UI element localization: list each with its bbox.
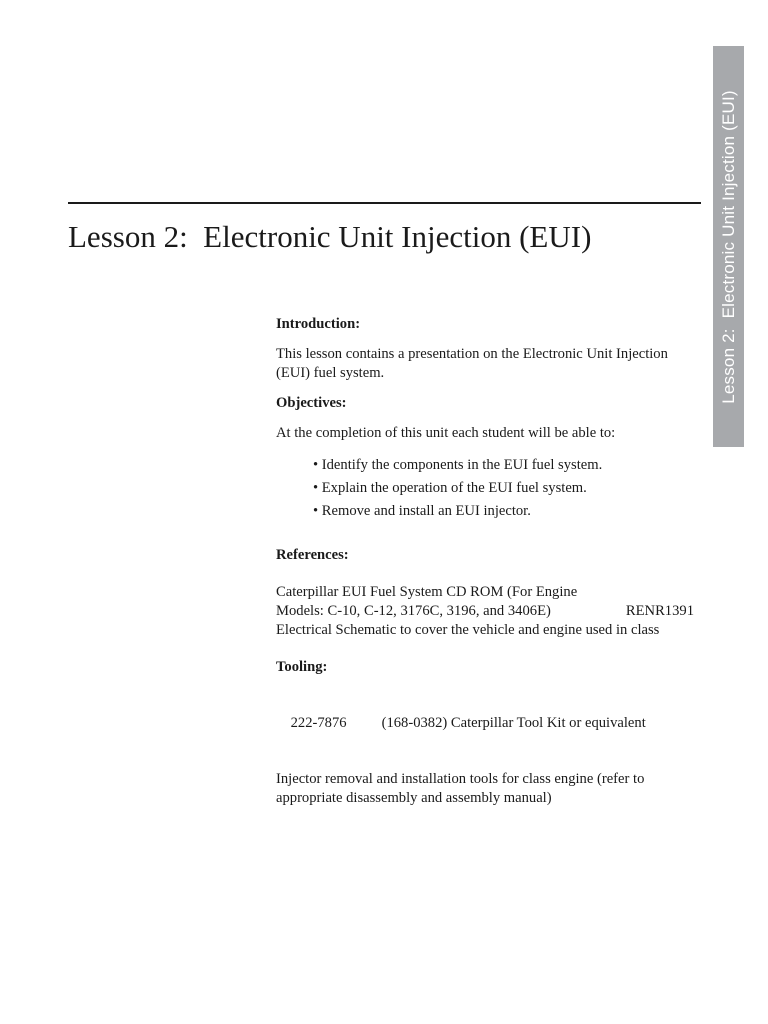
introduction-line: This lesson contains a presentation on the Electronic Unit Injection (276, 346, 668, 362)
references-text (276, 583, 706, 640)
objectives-list (276, 456, 706, 521)
reference-models: Models: C-10, C-12, 3176C, 3196, and 3406E) (276, 603, 551, 619)
references-heading: References: (276, 547, 349, 563)
objective-item: • Remove and install an EUI injector. (313, 502, 706, 521)
tool-number: 222-7876 (290, 715, 347, 731)
reference-line: Electrical Schematic to cover the vehicle and engine used in class (276, 622, 660, 638)
introduction-text (276, 345, 706, 383)
introduction-line: (EUI) fuel system. (276, 365, 385, 381)
side-tab-label: Lesson 2: Electronic Unit Injection (EUI) (718, 89, 738, 404)
tool-row (276, 695, 706, 752)
injector-tools-line: Injector removal and installation tools for class engine (refer to (276, 771, 645, 787)
tooling-heading: Tooling: (276, 659, 328, 675)
side-tab (713, 46, 744, 447)
objectives-heading: Objectives: (276, 395, 347, 411)
page-title: Lesson 2: Electronic Unit Injection (EUI) (68, 219, 592, 254)
introduction-heading: Introduction: (276, 316, 361, 332)
reference-line: Caterpillar EUI Fuel System CD ROM (For Engine (276, 584, 578, 600)
objectives-lead: At the completion of this unit each student will be able to: (276, 425, 616, 441)
injector-tools-text (276, 770, 706, 808)
tool-description: (168-0382) Caterpillar Tool Kit or equivalent (381, 715, 646, 731)
reference-row (276, 602, 694, 621)
objective-item: • Explain the operation of the EUI fuel system. (313, 479, 706, 498)
lesson-content (276, 315, 706, 808)
objective-item: • Identify the components in the EUI fuel system. (313, 456, 706, 475)
injector-tools-line: appropriate disassembly and assembly manual) (276, 790, 552, 806)
reference-doc-number: RENR1391 (625, 603, 694, 619)
title-rule (68, 202, 701, 204)
